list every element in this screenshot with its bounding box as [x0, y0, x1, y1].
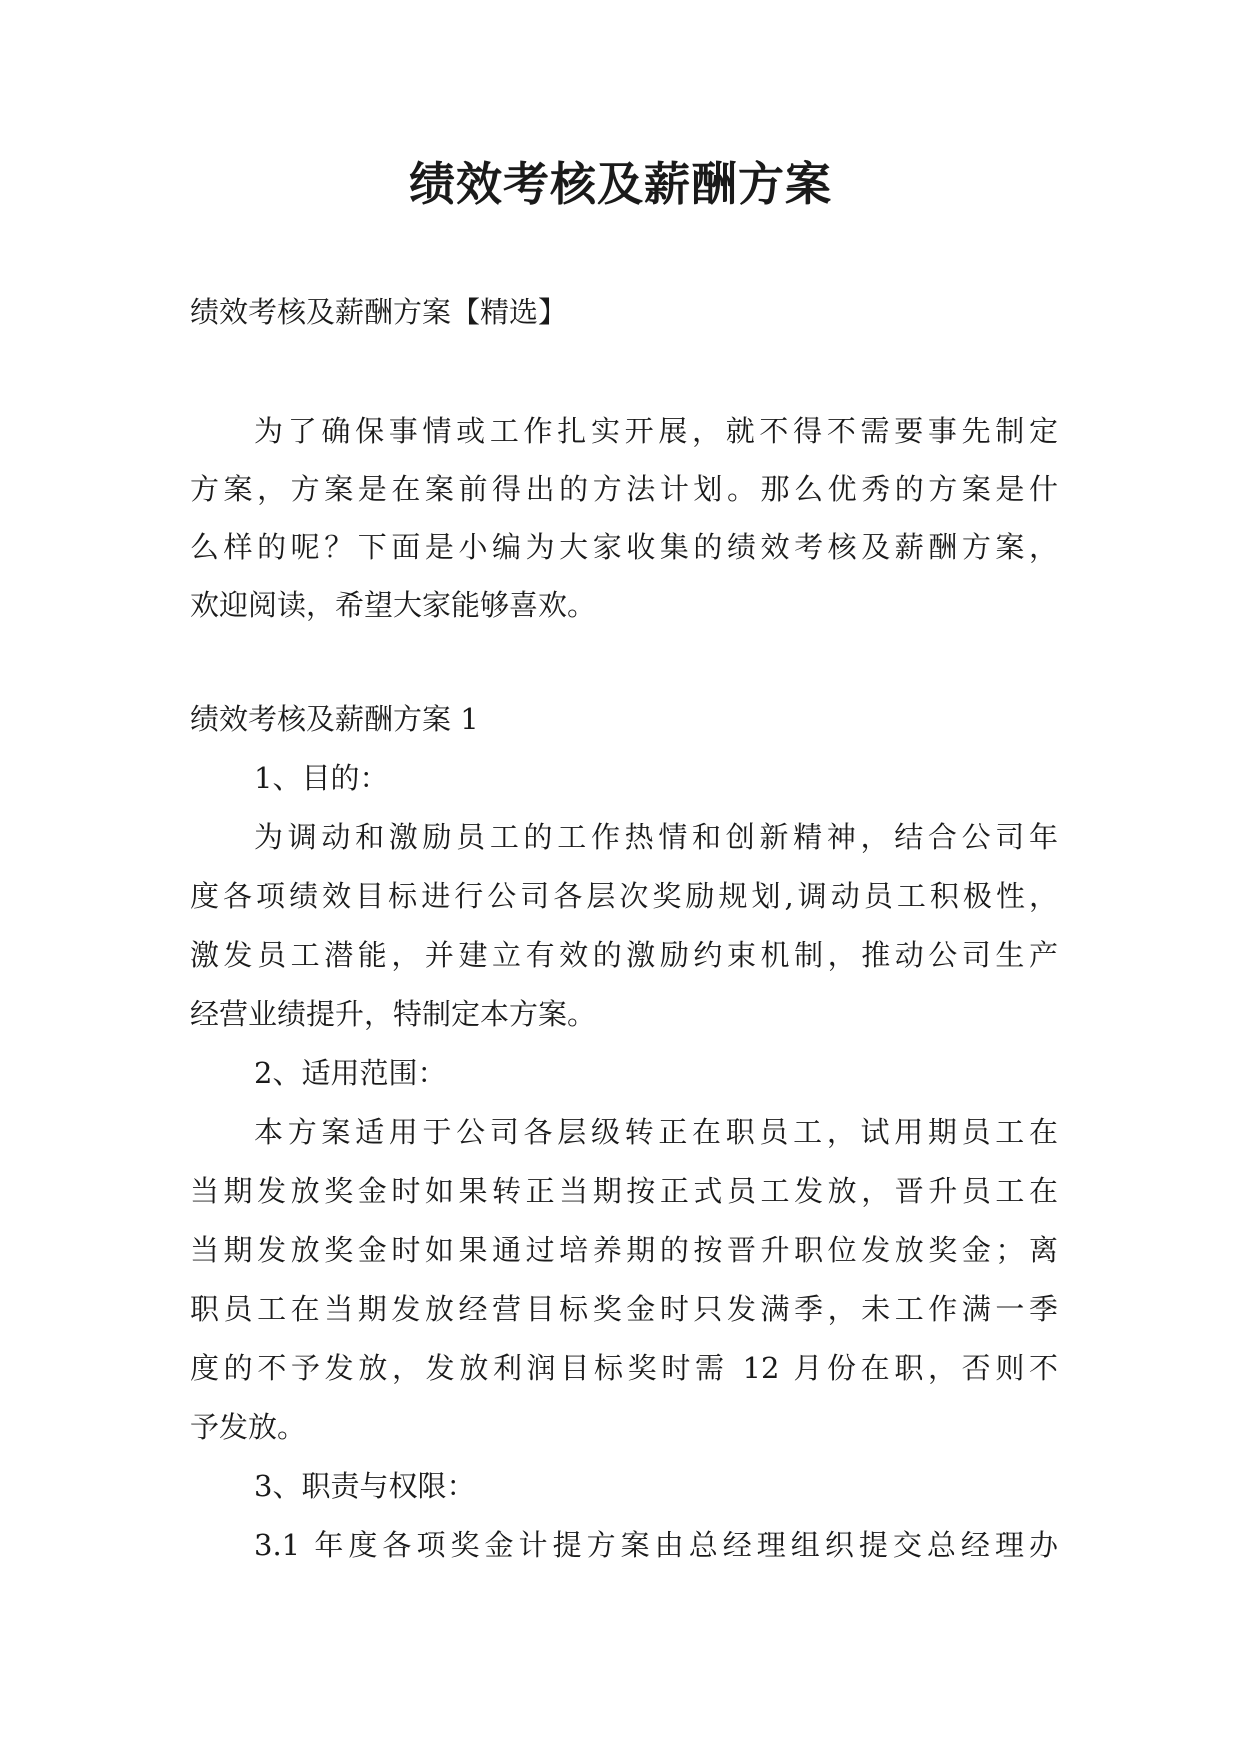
section-line: 为调动和激励员工的工作热情和创新精神，结合公司年: [254, 820, 1058, 854]
section-line: 当期发放奖金时如果通过培养期的按晋升职位发放奖金；离: [190, 1233, 1058, 1267]
document-title: 绩效考核及薪酬方案: [409, 157, 832, 211]
intro-paragraph: [190, 402, 1058, 634]
section-line: 激发员工潜能，并建立有效的激励约束机制，推动公司生产: [190, 938, 1058, 972]
section-line: 予发放。: [190, 1410, 307, 1444]
intro-line: 么样的呢？下面是小编为大家收集的绩效考核及薪酬方案，: [190, 530, 1058, 564]
clause-heading-scope: 2、适用范围：: [254, 1056, 447, 1090]
document-subtitle: 绩效考核及薪酬方案【精选】: [190, 295, 568, 329]
section-heading: 绩效考核及薪酬方案 1: [190, 702, 479, 736]
intro-line: 为了确保事情或工作扎实开展，就不得不需要事先制定: [254, 414, 1058, 448]
section-line: 度各项绩效目标进行公司各层次奖励规划,调动员工积极性，: [190, 879, 1058, 913]
section-1: [190, 690, 1058, 1575]
section-line: 3.1 年度各项奖金计提方案由总经理组织提交总经理办: [254, 1528, 1058, 1562]
section-line: 经营业绩提升，特制定本方案。: [190, 997, 597, 1031]
section-line: 本方案适用于公司各层级转正在职员工，试用期员工在: [254, 1115, 1058, 1149]
clause-heading-responsibilities: 3、职责与权限：: [254, 1469, 476, 1503]
section-line: 度的不予发放，发放利润目标奖时需 12 月份在职，否则不: [190, 1351, 1058, 1385]
intro-line: 欢迎阅读，希望大家能够喜欢。: [190, 588, 597, 622]
section-line: 职员工在当期发放经营目标奖金时只发满季，未工作满一季: [190, 1292, 1058, 1326]
section-line: 当期发放奖金时如果转正当期按正式员工发放，晋升员工在: [190, 1174, 1058, 1208]
intro-line: 方案，方案是在案前得出的方法计划。那么优秀的方案是什: [190, 472, 1058, 506]
clause-heading-purpose: 1、目的：: [254, 761, 389, 795]
